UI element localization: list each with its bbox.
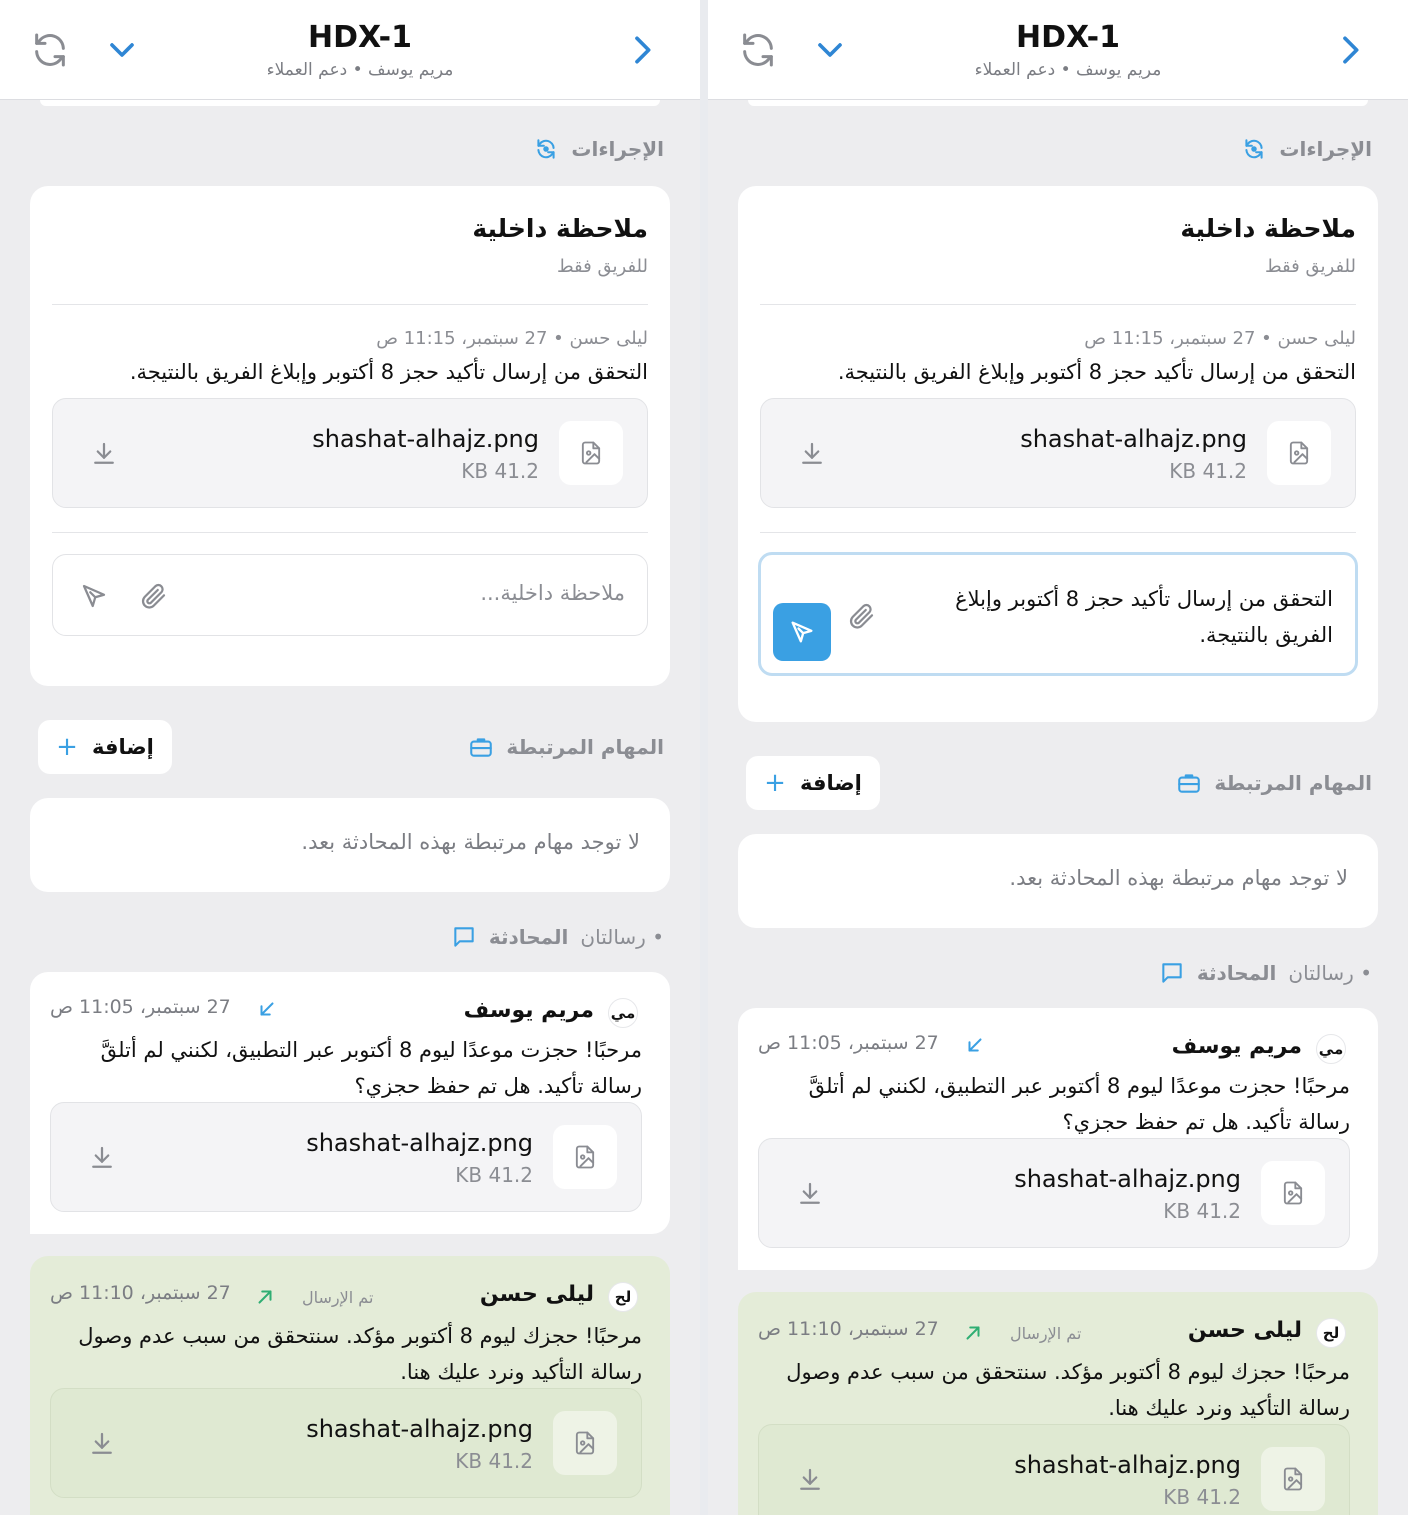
add-task-label: إضافة — [91, 735, 154, 759]
message-text: مرحبًا! حجزك ليوم 8 أكتوبر مؤكد. سنتحقق من سبب عدم وصول رسالة التأكيد ونرد عليك هنا. — [78, 1324, 642, 1384]
attachment-card[interactable] — [50, 1102, 642, 1212]
image-file-icon — [1261, 1447, 1325, 1511]
page-title: HDX-1 — [1015, 20, 1121, 55]
attachment-size: 41.2 KB — [1163, 1199, 1241, 1223]
plus-icon: + — [764, 768, 786, 798]
conversation-panel-left — [0, 0, 700, 1515]
download-icon[interactable] — [795, 1465, 825, 1495]
actions-section-header — [1241, 134, 1372, 164]
attachment-name: shashat-alhajz.png — [1014, 1165, 1241, 1193]
arrow-up-right-icon — [254, 1286, 276, 1308]
rotate-arrows-icon — [533, 136, 559, 162]
internal-note-title: ملاحظة داخلية — [472, 214, 648, 243]
download-icon[interactable] — [87, 1429, 117, 1459]
image-file-icon — [553, 1411, 617, 1475]
attachment-name: shashat-alhajz.png — [312, 425, 539, 453]
previous-card-edge — [748, 100, 1368, 106]
add-task-button[interactable] — [746, 756, 880, 810]
actions-section-title: الإجراءات — [1279, 137, 1372, 161]
previous-card-edge — [40, 100, 660, 106]
download-icon[interactable] — [89, 439, 119, 469]
paperclip-icon[interactable] — [847, 601, 877, 631]
note-entry-text: التحقق من إرسال تأكيد حجز 8 أكتوبر وإبلاغ الفريق بالنتيجة. — [129, 360, 648, 384]
note-input[interactable]: ملاحظة داخلية... — [480, 581, 625, 605]
note-input[interactable]: التحقق من إرسال تأكيد حجز 8 أكتوبر وإبلاغ الفريق بالنتيجة. — [955, 587, 1333, 647]
send-icon[interactable] — [79, 581, 109, 611]
conversation-section-title: المحادثة — [488, 925, 569, 949]
message-text: مرحبًا! حجزك ليوم 8 أكتوبر مؤكد. سنتحقق من سبب عدم وصول رسالة التأكيد ونرد عليك هنا. — [786, 1360, 1350, 1420]
attachment-size: 41.2 KB — [455, 1163, 533, 1187]
message-text: مرحبًا! حجزت موعدًا ليوم 8 أكتوبر عبر التطبيق، لكنني لم أتلقَّ رسالة تأكيد. هل تم حفظ حجزي؟ — [100, 1038, 642, 1098]
avatar: مي — [1316, 1034, 1346, 1064]
note-entry-meta: ليلى حسن • 27 سبتمبر، 11:15 ص — [1084, 328, 1356, 349]
add-task-button[interactable] — [38, 720, 172, 774]
message-incoming — [30, 972, 670, 1234]
note-entry-text: التحقق من إرسال تأكيد حجز 8 أكتوبر وإبلاغ الفريق بالنتيجة. — [837, 360, 1356, 384]
actions-section-header — [533, 134, 664, 164]
attachment-size: 41.2 KB — [1163, 1485, 1241, 1509]
refresh-icon[interactable] — [738, 30, 778, 70]
paperclip-icon[interactable] — [139, 581, 169, 611]
divider — [760, 532, 1356, 533]
attachment-name: shashat-alhajz.png — [1014, 1451, 1241, 1479]
refresh-icon[interactable] — [30, 30, 70, 70]
attachment-size: 41.2 KB — [1169, 459, 1247, 483]
attachment-size: 41.2 KB — [461, 459, 539, 483]
download-icon[interactable] — [797, 439, 827, 469]
page-title: HDX-1 — [307, 20, 413, 55]
attachment-name: shashat-alhajz.png — [1020, 425, 1247, 453]
tasks-section-title: المهام المرتبطة — [506, 735, 664, 759]
message-sender: ليلى حسن — [479, 1282, 594, 1307]
avatar: مي — [608, 998, 638, 1028]
note-entry-meta: ليلى حسن • 27 سبتمبر، 11:15 ص — [376, 328, 648, 349]
divider — [760, 304, 1356, 305]
internal-note-composer[interactable] — [758, 552, 1358, 676]
attachment-size: 41.2 KB — [455, 1449, 533, 1473]
image-file-icon — [1261, 1161, 1325, 1225]
message-outgoing — [738, 1292, 1378, 1515]
attachment-name: shashat-alhajz.png — [306, 1415, 533, 1443]
internal-note-card — [738, 186, 1378, 722]
message-sender: مريم يوسف — [1171, 1034, 1302, 1059]
avatar: لح — [1316, 1318, 1346, 1348]
attachment-card[interactable] — [758, 1424, 1350, 1515]
chevron-down-icon[interactable] — [102, 30, 142, 70]
internal-note-card — [30, 186, 670, 686]
arrow-up-right-icon — [962, 1322, 984, 1344]
message-status: تم الإرسال — [302, 1288, 374, 1307]
conversation-count: • رسالتان — [1288, 961, 1372, 985]
internal-note-subtitle: للفريق فقط — [556, 256, 648, 277]
download-icon[interactable] — [87, 1143, 117, 1173]
arrow-down-left-icon — [256, 998, 278, 1020]
header-bar — [0, 0, 700, 100]
internal-note-composer[interactable] — [52, 554, 648, 636]
message-time: 27 سبتمبر، 11:10 ص — [50, 1282, 231, 1304]
message-time: 27 سبتمبر، 11:05 ص — [50, 996, 231, 1018]
attachment-name: shashat-alhajz.png — [306, 1129, 533, 1157]
message-status: تم الإرسال — [1010, 1324, 1082, 1343]
attachment-card[interactable] — [50, 1388, 642, 1498]
tasks-section-header — [468, 732, 664, 762]
tasks-empty-text: لا توجد مهام مرتبطة بهذه المحادثة بعد. — [1009, 866, 1348, 890]
image-file-icon — [559, 421, 623, 485]
message-sender: مريم يوسف — [463, 998, 594, 1023]
image-file-icon — [553, 1125, 617, 1189]
attachment-card[interactable] — [758, 1138, 1350, 1248]
conversation-panel-right — [708, 0, 1408, 1515]
message-time: 27 سبتمبر، 11:05 ص — [758, 1032, 939, 1054]
send-button[interactable] — [773, 603, 831, 661]
tasks-section-header — [1176, 768, 1372, 798]
message-text: مرحبًا! حجزت موعدًا ليوم 8 أكتوبر عبر التطبيق، لكنني لم أتلقَّ رسالة تأكيد. هل تم حفظ حجزي؟ — [808, 1074, 1350, 1134]
chat-bubble-icon — [1159, 960, 1185, 986]
page-subtitle: مريم يوسف • دعم العملاء — [974, 60, 1162, 80]
arrow-down-left-icon — [964, 1034, 986, 1056]
tasks-empty-text: لا توجد مهام مرتبطة بهذه المحادثة بعد. — [301, 830, 640, 854]
divider — [52, 304, 648, 305]
message-sender: ليلى حسن — [1187, 1318, 1302, 1343]
page-subtitle: مريم يوسف • دعم العملاء — [266, 60, 454, 80]
message-time: 27 سبتمبر، 11:10 ص — [758, 1318, 939, 1340]
add-task-label: إضافة — [799, 771, 862, 795]
internal-note-title: ملاحظة داخلية — [1180, 214, 1356, 243]
plus-icon: + — [56, 732, 78, 762]
tasks-section-title: المهام المرتبطة — [1214, 771, 1372, 795]
chevron-right-icon[interactable] — [1330, 30, 1370, 70]
chat-bubble-icon — [451, 924, 477, 950]
rotate-arrows-icon — [1241, 136, 1267, 162]
image-file-icon — [1267, 421, 1331, 485]
chevron-right-icon[interactable] — [622, 30, 662, 70]
attachment-card[interactable] — [52, 398, 648, 508]
conversation-section-header — [451, 922, 664, 952]
chevron-down-icon[interactable] — [810, 30, 850, 70]
briefcase-icon — [468, 734, 494, 760]
header-bar — [708, 0, 1408, 100]
message-outgoing — [30, 1256, 670, 1515]
message-incoming — [738, 1008, 1378, 1270]
conversation-section-title: المحادثة — [1196, 961, 1277, 985]
conversation-section-header — [1159, 958, 1372, 988]
actions-section-title: الإجراءات — [571, 137, 664, 161]
avatar: لح — [608, 1282, 638, 1312]
divider — [52, 532, 648, 533]
internal-note-subtitle: للفريق فقط — [1264, 256, 1356, 277]
download-icon[interactable] — [795, 1179, 825, 1209]
conversation-count: • رسالتان — [580, 925, 664, 949]
send-icon — [788, 618, 816, 646]
tasks-empty-card — [738, 834, 1378, 928]
tasks-empty-card — [30, 798, 670, 892]
briefcase-icon — [1176, 770, 1202, 796]
attachment-card[interactable] — [760, 398, 1356, 508]
